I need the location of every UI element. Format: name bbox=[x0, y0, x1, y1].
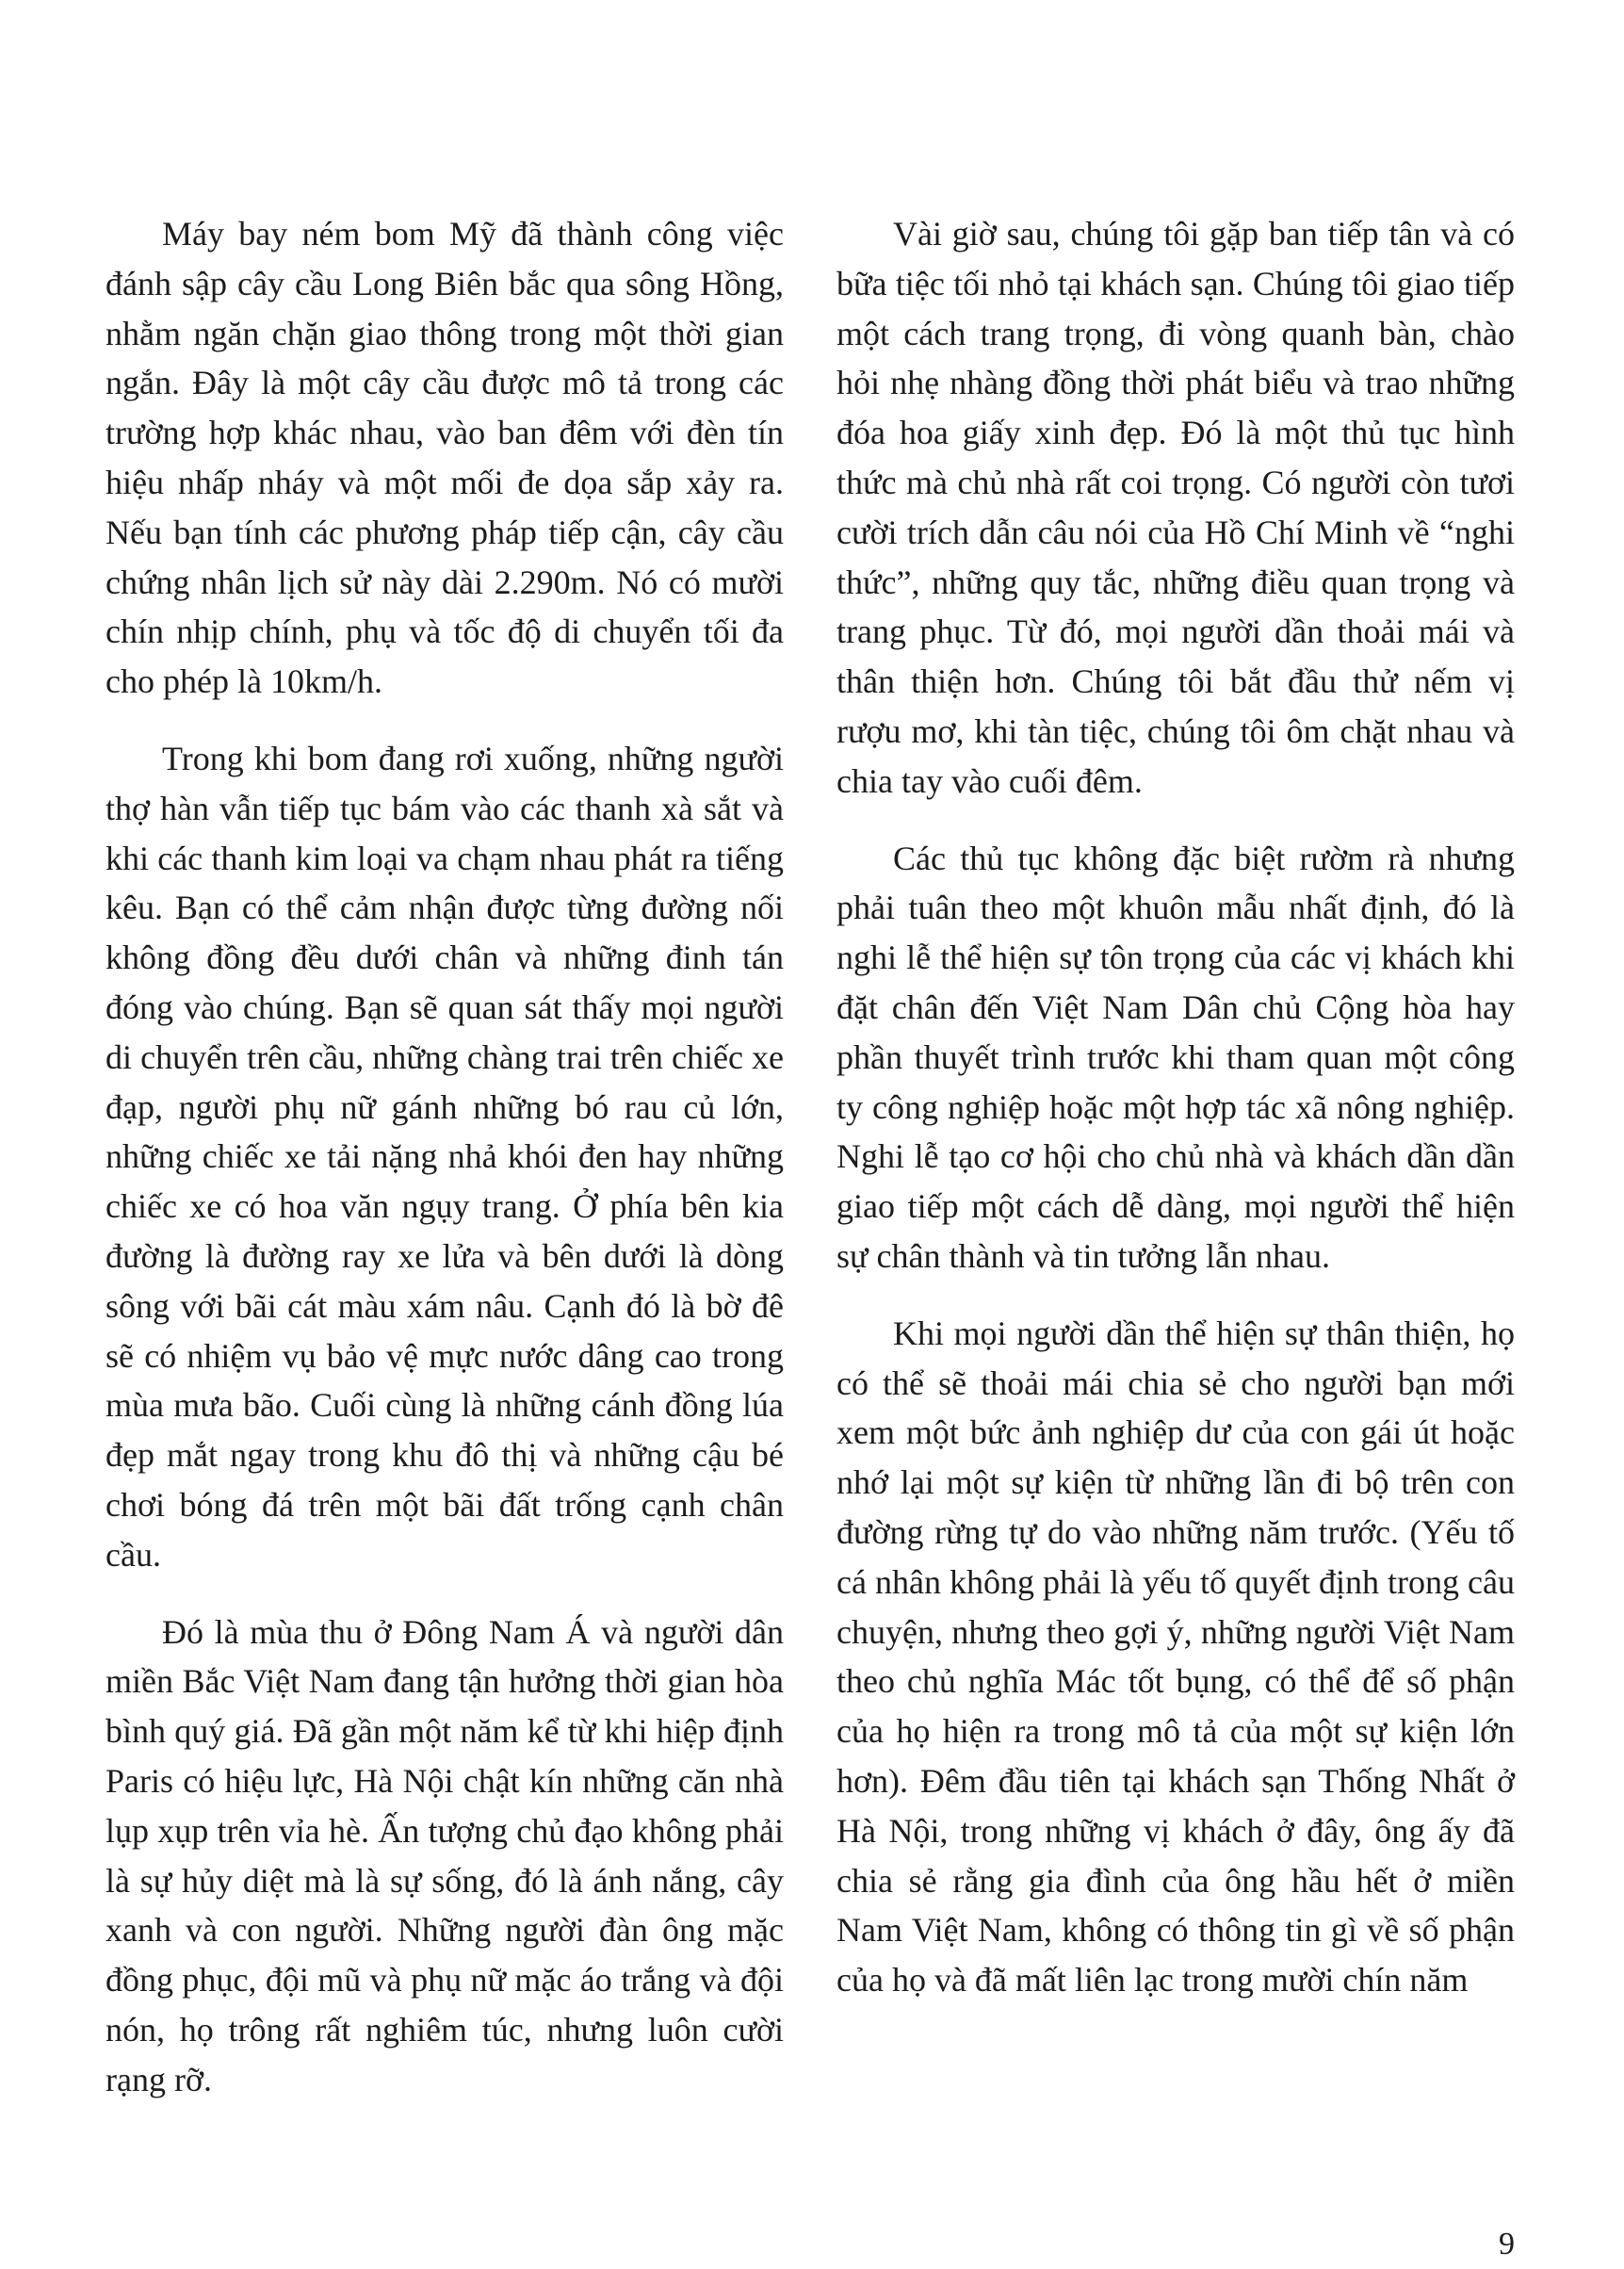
paragraph-reception-dinner: Vài giờ sau, chúng tôi gặp ban tiếp tân và có bữa tiệc tối nhỏ tại khách sạn. Chúng tôi giao tiếp một cách trang trọng, đi vòng quanh bàn, chào hỏi nhẹ nhàng đồng thời phát biểu và trao những đóa hoa giấy xinh đẹp. Đó là một thủ tục hình thức mà chủ nhà rất coi trọng. Có người còn tươi cười trích dẫn câu nói của Hồ Chí Minh về “nghi thức”, những quy tắc, những điều quan trọng và trang phục. Từ đó, mọi người dần thoải mái và thân thiện hơn. Chúng tôi bắt đầu thử nếm vị rượu mơ, khi tàn tiệc, chúng tôi ôm chặt nhau và chia tay vào cuối đêm. bbox=[836, 215, 1515, 800]
paragraph-bombs-falling: Trong khi bom đang rơi xuống, những người thợ hàn vẫn tiếp tục bám vào các thanh xà sắt và khi các thanh kim loại va chạm nhau phát ra tiếng kêu. Bạn có thể cảm nhận được từng đường nối không đồng đều dưới chân và những đinh tán đóng vào chúng. Bạn sẽ quan sát thấy mọi người di chuyển trên cầu, những chàng trai trên chiếc xe đạp, người phụ nữ gánh những bó rau củ lớn, những chiếc xe tải nặng nhả khói đen hay những chiếc xe có hoa văn ngụy trang. Ở phía bên kia đường là đường ray xe lửa và bên dưới là dòng sông với bãi cát màu xám nâu. Cạnh đó là bờ đê sẽ có nhiệm vụ bảo vệ mực nước dâng cao trong mùa mưa bão. Cuối cùng là những cánh đồng lúa đẹp mắt ngay trong khu đô thị và những cậu bé chơi bóng đá trên một bãi đất trống cạnh chân cầu. bbox=[106, 739, 784, 1574]
right-text-column bbox=[836, 209, 1515, 2032]
paragraph-formalities: Các thủ tục không đặc biệt rườm rà nhưng phải tuân theo một khuôn mẫu nhất định, đó là nghi lễ thể hiện sự tôn trọng của các vị khách khi đặt chân đến Việt Nam Dân chủ Cộng hòa hay phần thuyết trình trước khi tham quan một công ty công nghiệp hoặc một hợp tác xã nông nghiệp. Nghi lễ tạo cơ hội cho chủ nhà và khách dần dần giao tiếp một cách dễ dàng, mọi người thể hiện sự chân thành và tin tưởng lẫn nhau. bbox=[836, 839, 1515, 1275]
page-number: 9 bbox=[1499, 2227, 1515, 2261]
paragraph-friendliness: Khi mọi người dần thể hiện sự thân thiện, họ có thể sẽ thoải mái chia sẻ cho người bạn mới xem một bức ảnh nghiệp dư của con gái út hoặc nhớ lại một sự kiện từ những lần đi bộ trên con đường rừng tự do vào những năm trước. (Yếu tố cá nhân không phải là yếu tố quyết định trong câu chuyện, nhưng theo gợi ý, những người Việt Nam theo chủ nghĩa Mác tốt bụng, có thể để số phận của họ hiện ra trong mô tả của một sự kiện lớn hơn). Đêm đầu tiên tại khách sạn Thống Nhất ở Hà Nội, trong những vị khách ở đây, ông ấy đã chia sẻ rằng gia đình của ông hầu hết ở miền Nam Việt Nam, không có thông tin gì về số phận của họ và đã mất liên lạc trong mười chín năm bbox=[836, 1314, 1515, 2000]
paragraph-long-bien-bridge: Máy bay ném bom Mỹ đã thành công việc đánh sập cây cầu Long Biên bắc qua sông Hồng, nhằm ngăn chặn giao thông trong một thời gian ngắn. Đây là một cây cầu được mô tả trong các trường hợp khác nhau, vào ban đêm với đèn tín hiệu nhấp nháy và một mối đe dọa sắp xảy ra. Nếu bạn tính các phương pháp tiếp cận, cây cầu chứng nhân lịch sử này dài 2.290m. Nó có mười chín nhịp chính, phụ và tốc độ di chuyển tối đa cho phép là 10km/h. bbox=[106, 215, 784, 701]
paragraph-autumn-hanoi: Đó là mùa thu ở Đông Nam Á và người dân miền Bắc Việt Nam đang tận hưởng thời gian hòa bình quý giá. Đã gần một năm kể từ khi hiệp định Paris có hiệu lực, Hà Nội chật kín những căn nhà lụp xụp trên vỉa hè. Ấn tượng chủ đạo không phải là sự hủy diệt mà là sự sống, đó là ánh nắng, cây xanh và con người. Những người đàn ông mặc đồng phục, đội mũ và phụ nữ mặc áo trắng và đội nón, họ trông rất nghiêm túc, nhưng luôn cười rạng rỡ. bbox=[106, 1612, 784, 2098]
left-text-column bbox=[106, 209, 784, 2131]
